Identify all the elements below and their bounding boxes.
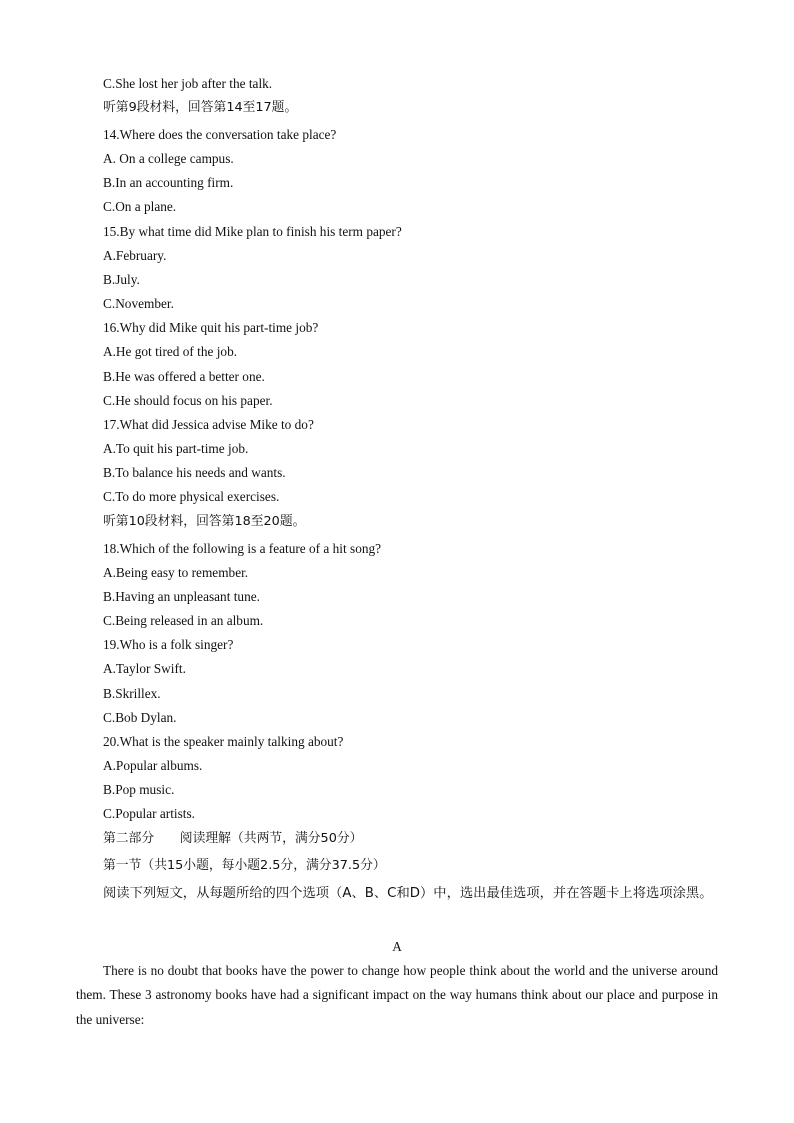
option: C.November. — [103, 296, 174, 311]
option: A.He got tired of the job. — [103, 344, 238, 359]
section-heading: 听第10段材料，回答第18至20题。 — [103, 514, 306, 529]
option: B.Having an unpleasant tune. — [103, 589, 260, 604]
option: C.Being released in an album. — [103, 613, 264, 628]
passage-title: A — [392, 939, 402, 954]
option: A.Being easy to remember. — [103, 565, 249, 580]
option: A.To quit his part-time job. — [103, 441, 249, 456]
text-line: C.She lost her job after the talk. — [103, 76, 273, 91]
option: B.To balance his needs and wants. — [103, 465, 286, 480]
question: 19.Who is a folk singer? — [103, 637, 234, 652]
option: C.To do more physical exercises. — [103, 489, 280, 504]
option: C.Bob Dylan. — [103, 710, 177, 725]
option: A.February. — [103, 248, 167, 263]
option: B.He was offered a better one. — [103, 369, 265, 384]
section-heading: 听第9段材料，回答第14至17题。 — [103, 100, 298, 115]
question: 14.Where does the conversation take place? — [103, 127, 337, 142]
instruction-text: 阅读下列短文，从每题所给的四个选项（A、B、C和D）中，选出最佳选项，并在答题卡上将选项涂黑。 — [103, 886, 713, 901]
question: 17.What did Jessica advise Mike to do? — [103, 417, 314, 432]
section-heading: 第一节（共15小题，每小题2.5分，满分37.5分） — [103, 858, 386, 873]
option: B.Skrillex. — [103, 686, 161, 701]
option: A.Taylor Swift. — [103, 661, 186, 676]
passage-text: There is no doubt that books have the power to change how people think about the world and the universe around them. These 3 astronomy books have had a significant impact on the way humans think about our place and purpose in the universe: — [76, 963, 718, 1027]
option: C.On a plane. — [103, 199, 177, 214]
option: C.Popular artists. — [103, 806, 195, 821]
question: 16.Why did Mike quit his part-time job? — [103, 320, 319, 335]
part-heading: 第二部分 阅读理解（共两节，满分50分） — [103, 831, 363, 846]
option: B.July. — [103, 272, 140, 287]
option: A.Popular albums. — [103, 758, 203, 773]
option: A. On a college campus. — [103, 151, 234, 166]
question: 20.What is the speaker mainly talking about? — [103, 734, 344, 749]
option: B.Pop music. — [103, 782, 175, 797]
question: 18.Which of the following is a feature of a hit song? — [103, 541, 382, 556]
question: 15.By what time did Mike plan to finish his term paper? — [103, 224, 402, 239]
option: B.In an accounting firm. — [103, 175, 234, 190]
option: C.He should focus on his paper. — [103, 393, 273, 408]
